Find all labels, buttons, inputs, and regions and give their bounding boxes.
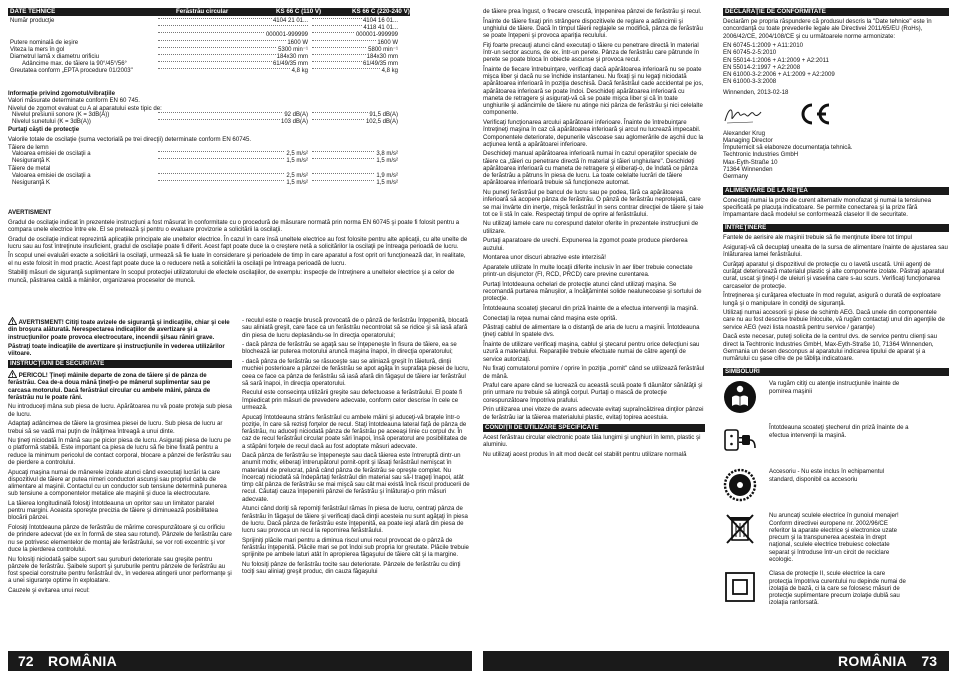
left-column-2 <box>242 317 470 647</box>
maint-para: Curăţaţi aparatul şi dispozitivul de protecţie cu o lavetă uscată. Unii agenţi de curăţat deteriorează materialul plastic şi alte componente izolate. Păstraţi aparatul curat, uscat şi ţineţi-l de uleiuri şi vaselina care s-au scurs. Verificaţi funcţionarea carcaselor de protecţie. <box>723 260 945 290</box>
spec-value-110v: 103 dB(A) <box>280 118 308 125</box>
hearing-protection: Purtaţi căşti de protecţie <box>8 126 80 134</box>
saw-blade-icon <box>723 468 757 502</box>
page-73 <box>483 8 949 677</box>
maint-para: Întreţinerea şi curăţarea efectuate în mod regulat, asigură o durată de exploatare lungă şi o manipulare în condiţii de siguranţă. <box>723 292 941 307</box>
ce-mark-icon <box>797 103 831 125</box>
safety-para: Aparatele utilizate în multe locaţii diferite inclusiv în aer liber trebuie conectate printr-un disjunctor (FI, RCD, PRCD) care previne curentarea. <box>483 263 693 279</box>
spec-value-230v: 4104 16 01... <box>362 18 398 24</box>
symbol-text: Întotdeauna scoateţi ştecherul din priză înainte de a efectua intervenţii la maşină. <box>769 424 909 439</box>
dot-leader <box>312 151 382 152</box>
vibration-rows-metal <box>8 173 410 187</box>
spec-label: Adâncime max. de tăiere la 90°/45°/56° <box>22 61 127 68</box>
spec-row <box>8 151 410 158</box>
norm-item: EN 61000-3-3:2008 <box>723 78 777 86</box>
wood-cut-label: Tăiere de lemn <box>8 143 49 151</box>
vibration-warning <box>8 209 470 309</box>
usage-conditions-heading: CONDIŢII DE UTILIZARE SPECIFICATE <box>483 424 705 432</box>
spec-label: Nivelul presiunii sonore (K = 3dB(A)) <box>12 111 110 118</box>
spec-value-230v: 184x30 mm <box>366 53 398 60</box>
safety-para: Cauzele şi evitarea unui recul: <box>8 586 90 594</box>
safety-para: Purtaţi întotdeauna ochelari de protecţie atunci când utilizaţi maşina. Se recomandă purtarea mănuşilor, a încălţămintei solide nealunecoase şi sortului de protecţie. <box>483 280 702 303</box>
spec-row <box>8 180 410 187</box>
norm-item: EN 60745-2-5:2010 <box>723 49 777 57</box>
safety-instructions-heading: INSTRUCŢIUNI DE SECURITATE <box>8 360 232 368</box>
spec-value-110v: 5300 min⁻¹ <box>278 46 308 53</box>
unplug-icon <box>723 424 757 458</box>
vibration-intro: Valorile totale de oscilaţie (suma vectorială pe trei direcţii) determinate conform EN 60745. <box>8 136 252 144</box>
page-number: 73 <box>921 653 937 669</box>
symbol-accessory <box>723 466 949 510</box>
spec-label: Nesiguranţă K <box>12 158 51 165</box>
spec-row <box>8 47 410 54</box>
dot-leader <box>312 158 382 159</box>
safety-para: Verificaţi funcţionarea arcului apărătoarei inferioare. Înainte de întrebuinţare întreţineţi maşina în caz că apărătoarea inferioară şi arcul nu lucrează impecabil. Componentele deteriorate, depunerile vâscoase sau aglomerările de aşchii duc la acţiunea lentă a apărătoarei inferioare. <box>483 119 704 148</box>
safety-para: Prin utilizarea unei viteze de avans adecvate evitaţi supraîncălzirea dinţilor pânzei de ferăstrău iar la tăierea materialului plastic, evitaţi topirea acestuia. <box>483 406 704 421</box>
signer-title: Managing Director <box>723 136 773 144</box>
spec-value-110v: 000001-999999 <box>265 32 308 39</box>
kickback-para: - dacă pânza de ferăstrău se răsuceşte sau se aliniază greşit în tăietură, dinţii muchiei posterioare a pânzei de ferăstrău se apot agăţa în suprafaţa piesei de lucru, ceea ce face ca pânza de ferăstrău să iasă afară din făgaşul de tăiere iar ferăstrăul să sară înapoi, în direcţia operatorului. <box>242 358 470 387</box>
spec-label: Diametrul lamă x diametru orificiu <box>10 53 100 60</box>
noise-rows <box>8 112 410 126</box>
safety-para: Nu puneţi ferăstrăul pe bancul de lucru sau pe podea, fără ca apărătoarea inferioară să acopere pânza de ferăstrău. O pânză de ferăstrău neprotejată, care se mai învârte din inerţie, mişcă ferăstrăul în sens contrar direcţiei de tăiere şi taie tot ce îi stă în cale. Respectaţi timpul de oprire al ferăstrăului. <box>483 189 704 218</box>
norm-item: EN 55014-2:1997 + A2:2008 <box>723 63 801 71</box>
spec-row <box>8 18 410 25</box>
spec-value-230v: 1,5 m/s² <box>376 179 398 186</box>
spec-row <box>8 61 410 68</box>
spec-value-230v: 4,8 kg <box>381 68 398 75</box>
safety-para: Apucaţi maşina numai de mânerele izolate atunci când executaţi lucrări la care dispozitivul de tăiere ar putea nimeri conductori ascunşi sau propriul cablu de alimentare al maşinii. Contactul cu un conductor sub tensiune determină punerea sub tensiune a componentelor metalice ale maşinii şi duce la electrocutare. <box>8 468 227 498</box>
spec-value-110v: 92 dB(A) <box>284 111 308 118</box>
symbol-text: Nu aruncaţi sculele electrice în gunoiul menajer! Conform directivei europene nr. 2002/96/CE referitor la aparate electrice şi electronice uzate precum şi la transpunerea acesteia în drept naţional, sculele electrice trebuiesc colectate separat şi întroduse într-un circit de reciclare ecologic. <box>769 512 899 563</box>
spec-label: Greutatea conform „EPTA procedure 01/2003" <box>10 68 133 75</box>
kickback-para: Sprijiniţi plăcile mari pentru a diminua riscul unui recul provocat de o pânză de ferăstrău înţepenită. Plăcile mari se pot îndoi sub propria lor greutate. Plăcile trebuie sprijinite pe ambele laturi atât în apropierea făgaşului de tăiere cât şi la margine. <box>242 536 469 559</box>
safety-para: Nu fixaţi comutatorul pornire / oprire în poziţia „pornit" când se utilizează ferăstrăul de mână. <box>483 365 705 380</box>
right-footer <box>483 651 949 671</box>
spec-value-230v: 5800 min⁻¹ <box>368 46 398 53</box>
address-line: Techtronic Industries GmbH <box>723 151 799 159</box>
class-ii-icon <box>723 570 757 604</box>
kickback-para: Dacă pânza de ferăstrău se înţepeneşte sau dacă tăierea este întreruptă dintr-un anumit motiv, eliberaţi întrerupătorul pornit-oprit şi lăsaţi ferăstrăul nemişcat în materialul de prelucrat, până când pânza de ferăstrău se opreşte complet. Nu încercaţi niciodată să îndepărtaţi ferăstrăul din material sau să-l trageţi înapoi, atât timp cât pânza de ferăstrău se mai mişcă sau cât mai există încă riscul producerii de recul. Căutaţi cauza înţepenirii pânzei de ferăstrău şi înlăturaţi-o prin măsuri adecvate. <box>242 452 470 503</box>
safety-para: La tăierea longitudinală folosiţi întotdeauna un opritor sau un limitator paralel pentru margini. Aceasta sporeşte precizia de tăiere şi diminuează posibilitatea blocării pânzei. <box>8 499 219 522</box>
language-label: ROMÂNIA <box>838 653 907 669</box>
right-column-2 <box>723 8 949 646</box>
kickback-para: Reculul este consecinţa utilizării greşite sau defectuoase a ferăstrăului. El poate fi împiedicat prin măsuri de prevedere adecvate, conform celor descrise în cele ce urmează. <box>242 389 463 411</box>
tech-file-note: Împuternicit să elaboreze documentaţia tehnică. <box>723 144 853 152</box>
spec-row <box>8 25 410 32</box>
technical-data <box>8 8 472 223</box>
metal-cut-label: Tăiere de metal <box>8 165 51 173</box>
safety-para: de tăiere prea îngust, o frecare crescută, înţepenirea pânzei de ferăstrău şi recul. <box>483 8 702 15</box>
norm-item: EN 61000-3-2:2006 + A1:2009 + A2:2009 <box>723 71 835 79</box>
conformity-text: Declarăm pe propria răspundere că produsul descris la "Date tehnice" este în concordanţă cu toate prevederile legale ale Directivei 2011/65/EU (RoHs), 2006/42/CE, 2004/108/CE şi cu următoarele norme armonizate: <box>723 18 932 40</box>
symbol-text: Va rugăm citiţi cu atenţie instrucţiunile înainte de pornirea maşinii <box>769 380 900 395</box>
tech-data-header: DATE TEHNICE Ferăstrău circular KS 66 C (110 V) KS 66 C (220-240 V) <box>10 8 410 15</box>
dot-leader <box>312 173 382 174</box>
symbol-read-manual <box>723 378 949 422</box>
safety-para: Înainte de fiecare întrebuinţare, verificaţi dacă apărătoarea inferioară nu se poate mişca liber şi dacă nu se închide instantaneu. Nu fixaţi şi nu legaţi niciodată apărătoarea inferioară în poziţia deschisă. Dacă ferăstrăul cade accidental pe jos, apărătoarea inferioară se poate îndoi. Deschideţi apărătoarea inferioară cu maneta de retragere şi asiguraţi-vă că se poate mişca liber şi că în toate unghiurile şi adâncimile de tăiere nu atinge nici pânza de ferăstrău şi nici celelalte componente. <box>483 65 704 117</box>
general-warning: AVERTISMENT! Citiţi toate avizele de siguranţă şi indicaţiile, chiar şi cele din broşura alăturată. Nerespectarea indicaţiilor de avertizare şi a instrucţiunilor poate provoca electrocutare, incendii şi/sau răniri grave. <box>8 319 230 341</box>
spec-value-230v: 91,5 dB(A) <box>369 111 398 118</box>
avert-title: AVERTISMENT <box>8 209 52 216</box>
avert-para: În scopul unei evaluări exacte a solicitării la oscilaţii, urmează să fie luate în considerare şi perioadele de timp în care aparatul a fost oprit ori funcţionează dar, în realitate, el nu este folosit în mod practic. Acest fapt poate duce la o reducere netă a solicitării la oscilaţii pe întreaga perioadă de lucru. <box>8 252 466 267</box>
warning-triangle-icon <box>8 370 17 378</box>
spec-label: Putere nominală de ieşire <box>10 39 79 46</box>
safety-para: Nu folosiţi niciodată şaibe suport sau şuruburi deteriorate sau greşite pentru pânzele de ferăstrău. Şaibele suport şi şuruburile pentru pânzele de ferăstrău au fost special construite pentru ferăstrăul dv., în vederea atingerii unor performanţe şi a unei siguranţe optime în exploatare. <box>8 555 232 585</box>
usage-para: Nu utilizaţi acest produs în alt mod decât cel stabilit pentru utilizare normală <box>483 450 687 458</box>
spec-row <box>8 32 410 39</box>
usage-para: Acest ferăstrau circular electronic poate tăia lungimi şi unghiuri în lemn, plastic şi aluminiu. <box>483 433 701 449</box>
safety-para: Montarea unor discuri abrazive este interzisă! <box>483 254 606 262</box>
danger-para: PERICOL! Ţineţi mâinile departe de zona de tăiere şi de pânza de ferăstrău. Cea de-a doua mână ţineţi-o pe mânerul suplimentar sau pe carcasa motorului. Dacă ferăstrăul circular cu ambele mâini, pânza de ferăstrău nu le poate răni. <box>8 372 211 401</box>
safety-para: Nu introduceţi mâna sub piesa de lucru. Apărătoarea nu vă poate proteja sub piesa de lucru. <box>8 403 232 418</box>
spec-value-230v: 61/49/35 mm <box>362 61 398 68</box>
address <box>723 151 923 180</box>
spec-value-110v: 4,8 kg <box>291 68 308 75</box>
spec-row <box>8 119 410 126</box>
kickback-para: Nu folosiţi pânze de ferăstrău tocite sau deteriorate. Pânzele de ferăstrău cu dinţi tociţi sau aliniaţi greşit produc, din cauza făgaşului <box>242 560 461 576</box>
language-label: ROMÂNIA <box>48 653 117 669</box>
page-number: 72 <box>18 653 34 669</box>
safety-para: Purtaţi aparatoare de urechi. Expunerea la zgomot poate produce pierderea auzului. <box>483 237 688 252</box>
spec-value-110v: 1,5 m/s² <box>286 179 308 186</box>
spec-value-230v: 1600 W <box>377 39 398 46</box>
noise-intro-2: Nivelul de zgomot evaluat cu A al aparatului este tipic de: <box>8 104 162 112</box>
maintenance-heading: ÎNTREŢINERE <box>723 224 949 232</box>
safety-para: Înainte de tăiere fixaţi prin strângere dispozitivele de reglare a adâncimii şi unghiului de tăiere. Dacă în timpul tăierii reglajele se modifică, pânza de ferăstrău se poate înţepeni şi provoca apariţia reculului. <box>483 17 703 40</box>
dot-leader <box>158 68 308 69</box>
left-footer <box>8 651 472 671</box>
maint-para: Dacă este necesar, puteţi solicita de la centrul dvs. de service pentru clienţi sau direct la Techtronic Industries GmbH, Max-Eyth-Straße 10, 71364 Winnenden, Germania un desen desconpus al aparatului indicarea tipului de aparat şi a numărului cu şase cifre de pe tăbliţa indicatoare. <box>723 333 938 363</box>
spec-label: Valoarea emisiei de oscilaţii a <box>12 172 91 179</box>
maint-para: Utilizaţi numai accesorii şi piese de schimb AEG. Dacă unele din componentele care nu au fost descrise trebuie înlocuite, vă rugăm contactaţi unul din agenţiile de service AEG (vezi lista noastră pentru service / garanţie) <box>723 309 945 331</box>
spec-rows <box>8 18 410 76</box>
spec-value-230v: 3,8 m/s² <box>376 150 398 157</box>
safety-para: Adaptaţi adâncimea de tăiere la grosimea piesei de lucru. Sub piesa de lucru ar trebui să se vadă mai puţin de înălţimea întreagă a unui dinte. <box>8 420 223 435</box>
symbol-class-ii <box>723 568 949 612</box>
safety-para: Deschideţi manual apărătoarea inferioară numai în cazul operaţiilor speciale de tăiere ca „tăieri cu penetrare directă în material şi tăieri unghiulare". Deschideţi apărătoarea inferioară cu maneta de retragere şi eliberaţi-o, de îndată ce pânza de ferăstrău a pătruns în piesa de lucru. La toate celelalte lucrări de tăiere apărătoarea inferioară trebuie să funcţioneze automat. <box>483 150 698 187</box>
spec-row <box>8 158 410 165</box>
spec-value-110v: 4104 21 01... <box>272 18 308 24</box>
power-text: Conectaţi numai la prize de curent alternativ monofazat şi numai la tensiunea specificată pe placuţa indicatoare. Se permite conectarea şi la prize fără împamantare dacă modelul se conformează claselor II de securitate. <box>723 196 931 219</box>
safety-para: Păstraţi cablul de alimentare la o distanţă de aria de lucru a maşinii. Întotdeauna ţineţi cablul în spatele dvs. <box>483 324 700 339</box>
conformity-heading: DECLARAŢIE DE CONFORMITATE <box>723 8 949 16</box>
kickback-para: Apucaţi întotdeauna strâns ferăstrăul cu ambele mâini şi aduceţi-vă braţele într-o poziţie, în care să rezisţi forţelor de recul. Staţi întotdeauna lateral faţă de pânza de ferăstrău, nu aduceţi niciodată pânza de ferăstrău pe aceeaşi linie cu corpul dv. În caz de recul ferăstrăul circular poate sări înapoi, însă operatorul are posibilitatea de a stăpâni forţele de recul dacă au fost adoptate măsuri adecvate. <box>242 413 467 450</box>
kickback-para: Atunci când doriţi să reporniţi ferăstrăul rămas în piesa de lucru, centraţi pânza de ferăstrău în făgaşul de tăiere şi verificaţi dacă dinţii acesteia nu sunt agăţaţi în piesa de lucru. Dacă pânza de ferăstrău este înţepenită, ea poate ieşi afară din piesa de lucru sau provoca un recul la repornirea ferăstrăului. <box>242 505 468 535</box>
avert-para: Gradul de oscilaţie indicat reprezintă aplicaţiile principale ale uneltelor electrice. În cazul în care însă uneltele electrice au fost folosite pentru alte aplicaţii, cu alte unelte de lucru sau au fost întreţinute insuficient, gradul de oscilaţie poate fi diferit. Acest fapt poate duce la o creştere netă a solicitărilor la oscilaţii pe întreaga perioadă de lucru. <box>8 235 468 250</box>
symbol-text: Accesoriu - Nu este inclus în echipamentul standard, disponibil ca accesoriu <box>769 468 885 483</box>
spec-label: Număr producţie <box>10 18 55 24</box>
spec-value-110v: 1600 W <box>287 39 308 46</box>
avert-para: Gradul de oscilaţie indicat în prezentele instrucţiuni a fost măsurat în conformitate cu o procedură de măsurare normată prin norma EN 60745 şi poate fi folosit pentru a compara unele electrice între ele. El se pretează şi pentru o evaluare provizorie a solicitării la oscilaţii. <box>8 218 460 233</box>
safety-para: Praful care apare când se lucrează cu această sculă poate fi dăunător sănătăţii şi prin urmare nu trebuie să atingă corpul. Purtaţi o mască de protecţie corespunzătoare împotriva prafului. <box>483 382 703 404</box>
safety-para: Înainte de utilizare verificaţi maşina, cablul şi ştecarul pentru orice defecţiuni sau uzură a materialului. Reparaţiile trebuie efectuate numai de către agenţii de service autorizaţi. <box>483 341 700 363</box>
spec-row <box>8 68 410 75</box>
left-column-1 <box>8 317 232 647</box>
symbol-unplug <box>723 422 949 466</box>
signature-icon <box>723 103 763 127</box>
spec-value-230v: 102,5 dB(A) <box>365 118 398 125</box>
safety-para: Întotdeauna scoateţi ştecarul din priză înainte de a efectua intervenţii la maşină. <box>483 304 699 312</box>
read-manual-icon <box>723 380 757 414</box>
spec-row <box>8 40 410 47</box>
spec-value-230v: 1,5 m/s² <box>376 158 398 165</box>
address-line: 71364 Winnenden <box>723 165 773 173</box>
weee-bin-icon <box>723 512 757 546</box>
spec-row <box>8 54 410 61</box>
spec-label: Viteza la mers în gol <box>10 46 65 53</box>
spec-value-230v: 4118 41 01... <box>363 25 398 32</box>
warning-triangle-icon <box>8 317 17 325</box>
spec-value-230v: 1,9 m/s² <box>376 172 398 179</box>
dot-leader <box>312 68 382 69</box>
spec-row <box>8 173 410 180</box>
noise-intro: Valori măsurate determinate conform EN 60 745. <box>8 97 140 105</box>
spec-value-110v: 1,5 m/s² <box>286 158 308 165</box>
symbols-heading: SIMBOLURI <box>723 368 949 376</box>
signature-block <box>723 88 949 181</box>
norms-list <box>723 42 949 86</box>
noise-vibration-block <box>8 90 410 187</box>
safety-para: Folosiţi întotdeauna pânze de ferăstrău de mărime corespunzătoare şi cu orificiu de prindere adecvat (de ex în formă de stea sau rotund). Pânzele de ferăstrău care nu se potrivesc elementelor de montaj ale ferăstrăului, se vor roti excentric şi vor duce la pierderea controlului. <box>8 524 232 553</box>
spec-label: Nesiguranţă K <box>12 179 51 186</box>
dot-leader <box>158 25 308 26</box>
maint-para: Asiguraţi-vă că decuplaţi unealta de la sursa de alimentare înainte de ajustarea sau înlăturarea lamei ferăstrăului. <box>723 244 948 259</box>
safety-para: Conectaţi la reţea numai când maşina este oprită. <box>483 314 618 322</box>
place-date: Winnenden, 2013-02-18 <box>723 88 789 96</box>
norm-item: EN 60745-1:2009 + A11:2010 <box>723 42 804 50</box>
kickback-para: - reculul este o reacţie bruscă provocată de o pânză de ferăstrău înţepenită, blocată sau aliniată greşit, care face ca un ferăstrău necontrolat să se ridice şi să iasă afară din piesa de lucru deplasându-se în direcţia operatorului; <box>242 317 468 339</box>
safety-para: Nu utilizaţi lamele care nu corespund datelor oferite în prezentele instrucţiuni de utilizare. <box>483 220 699 235</box>
dot-leader <box>312 40 382 41</box>
signer-name: Alexander Krug <box>723 129 766 137</box>
spec-value-110v: 61/49/35 mm <box>272 61 308 68</box>
spec-value-110v: 184x30 mm <box>276 53 308 60</box>
dot-leader <box>312 180 382 181</box>
symbol-text: Clasa de protecţie II, scule electrice la care protecţia împotriva curentului nu depinde numai de izolaţia de bază, ci la care se folosesc măsuri de protecţie suplimentare precum izolaţie dublă sau izolaţia ranforsată. <box>769 570 906 607</box>
address-line: Max-Eyth-Straße 10 <box>723 158 778 166</box>
safety-para: Nu ţineţi niciodată în mână sau pe picior piesa de lucru. Asiguraţi piesa de lucru pe o platformă stabilă. Este important ca piesa de lucru să fie bine fixată pentru a reduce la minimum pericolul de contact corporal, blocare a pânzei de ferăstrău sau de pierdere a controlului. <box>8 437 232 466</box>
noise-title: Informaţie privind zgomotul/vibraţiile <box>8 90 115 97</box>
right-column-1 <box>483 8 705 646</box>
symbol-weee <box>723 510 949 568</box>
avert-para: Stabiliţi măsuri de siguranţă suplimentare în scopul protecţiei utilizatorului de efectele oscilaţiilor, de exemplu: inspecţie de întreţinere a uneltelor electrice şi a celor de muncă, păstrarea caldă a mâinilor, organizarea proceselor de muncă. <box>8 269 455 284</box>
spec-row <box>8 112 410 119</box>
kickback-para: - dacă pânza de ferăstrău se agaţă sau se înţepeneşte în fisura de tăiere, ea se blochează iar puterea motorului aruncă maşina înapoi, în direcţia operatorului; <box>242 341 457 356</box>
spec-label: Valoarea emisiei de oscilaţii a <box>12 150 91 157</box>
spec-value-110v: 2,5 m/s² <box>286 172 308 179</box>
norm-item: EN 55014-1:2006 + A1:2009 + A2:2011 <box>723 56 829 64</box>
spec-label: Nivelul sunetului (K = 3dB(A)) <box>12 118 91 125</box>
safety-para: Fiţi foarte precauţi atunci când executaţi o tăiere cu penetrare directă în material într-un sector ascuns, de ex. într-un perete. Pânza de ferăstrău care pătrunde în perete se poate bloca în obiecte ascunse şi provoca recul. <box>483 41 700 64</box>
address-line: Germany <box>723 173 749 181</box>
spec-value-110v: 2,5 m/s² <box>286 150 308 157</box>
maint-para: Fantele de aerisire ale maşinii trebuie să fie menţinute libere tot timpul <box>723 234 913 242</box>
power-heading: ALIMENTARE DE LA REŢEA <box>723 187 949 195</box>
spec-value-230v: 000001-999999 <box>355 32 398 39</box>
vibration-rows-wood <box>8 151 410 165</box>
keep-instructions: Păstraţi toate indicaţiile de avertizare şi instrucţiunile în vederea utilizărilor viitoare. <box>8 343 225 358</box>
page-72 <box>8 8 472 677</box>
